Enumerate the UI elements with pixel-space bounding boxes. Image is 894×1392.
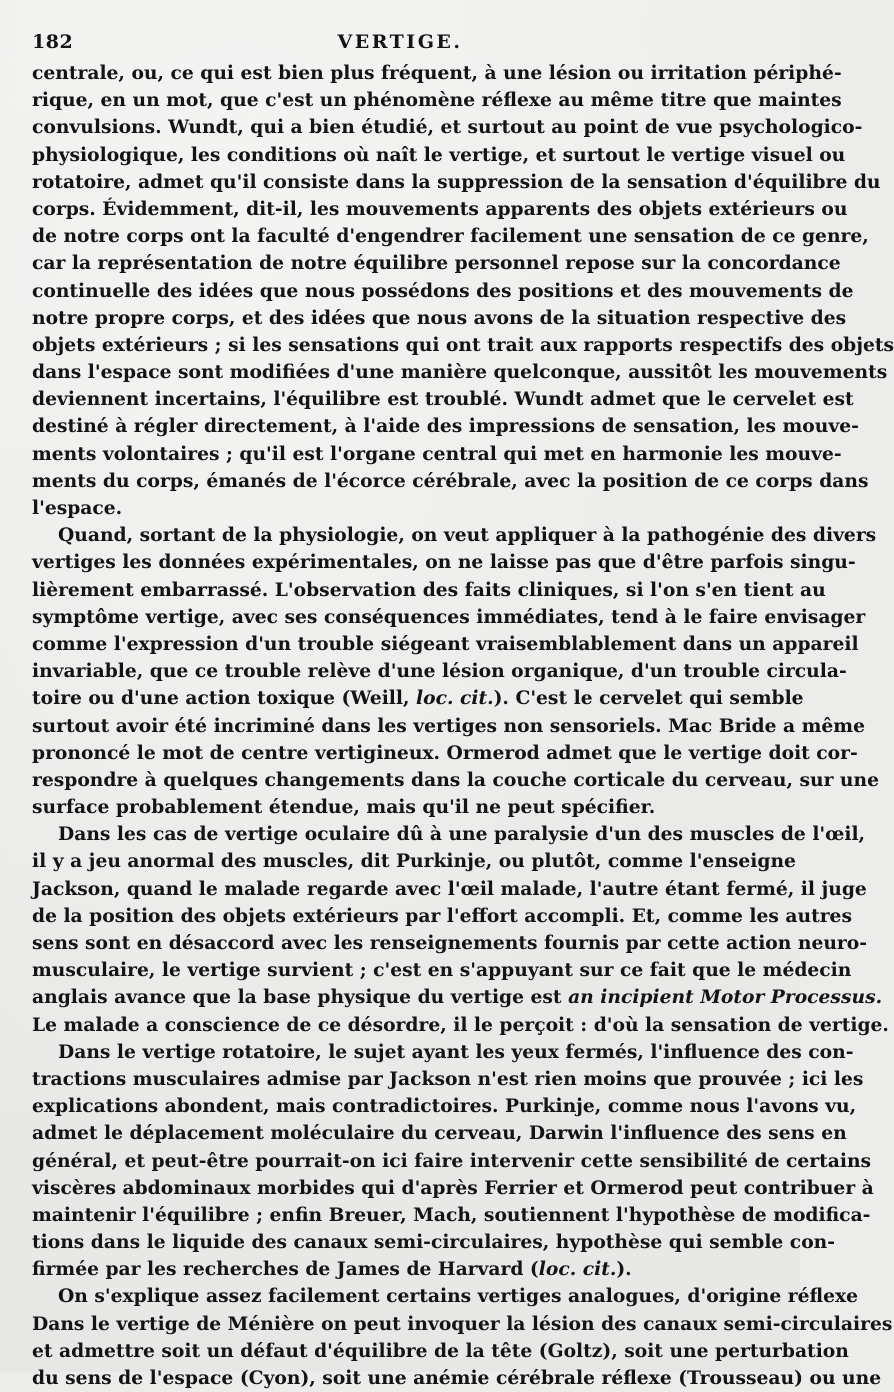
text-line: admet le déplacement moléculaire du cerveau, Darwin l'influence des sens en	[32, 1122, 847, 1145]
paragraph	[32, 1283, 893, 1392]
text-line: objets extérieurs ; si les sensations qui ont trait aux rapports respectifs des objets	[32, 333, 894, 356]
text-line: firmée par les recherches de James de Harvard (loc. cit.).	[32, 1258, 632, 1281]
text-line: Jackson, quand le malade regarde avec l'œil malade, l'autre étant fermé, il juge	[32, 877, 867, 900]
text-line: deviennent incertains, l'équilibre est troublé. Wundt admet que le cervelet est	[32, 388, 854, 411]
paragraph	[32, 522, 879, 821]
text-line: toire ou d'une action toxique (Weill, loc. cit.). C'est le cervelet qui semble	[32, 687, 804, 710]
paragraph	[32, 60, 894, 522]
text-line: Dans le vertige rotatoire, le sujet ayant les yeux fermés, l'influence des con-	[58, 1040, 854, 1063]
text-line: invariable, que ce trouble relève d'une lésion organique, d'un trouble circula-	[32, 660, 847, 683]
text-line: continuelle des idées que nous possédons des positions et des mouvements de	[32, 279, 854, 302]
text-line: anglais avance que la base physique du vertige est an incipient Motor Processus.	[32, 986, 883, 1009]
text-line: prononcé le mot de centre vertigineux. Ormerod admet que le vertige doit cor-	[32, 741, 858, 764]
text-line: l'espace.	[32, 497, 123, 519]
text-line: Le malade a conscience de ce désordre, il le perçoit : d'où la sensation de vertige.	[32, 1013, 889, 1036]
text-line: viscères abdominaux morbides qui d'après Ferrier et Ormerod peut contribuer à	[32, 1176, 874, 1199]
text-line: centrale, ou, ce qui est bien plus fréquent, à une lésion ou irritation périphé-	[32, 62, 842, 84]
text-line: rique, en un mot, que c'est un phénomène réflexe au même titre que maintes	[32, 89, 842, 112]
text-line: ments volontaires ; qu'il est l'organe central qui met en harmonie les mouve-	[32, 442, 842, 465]
paragraph	[32, 821, 889, 1039]
text-line: explications abondent, mais contradictoires. Purkinje, comme nous l'avons vu,	[32, 1095, 857, 1118]
text-line: général, et peut-être pourrait-on ici faire intervenir cette sensibilité de certains	[32, 1149, 872, 1172]
paragraph	[32, 1039, 874, 1284]
text-line: vertiges les données expérimentales, on ne laisse pas que d'être parfois singu-	[32, 551, 856, 574]
italic-citation: loc. cit.	[538, 1258, 617, 1281]
text-line: convulsions. Wundt, qui a bien étudié, et surtout au point de vue psychologico-	[32, 116, 863, 139]
text-line: surtout avoir été incriminé dans les vertiges non sensoriels. Mac Bride a même	[32, 714, 865, 737]
text-line: symptôme vertige, avec ses conséquences immédiates, tend à le faire envisager	[32, 605, 866, 628]
italic-citation: loc. cit.	[416, 687, 494, 710]
text-line: Dans les cas de vertige oculaire dû à une paralysie d'un des muscles de l'œil,	[58, 823, 866, 846]
text-line: maintenir l'équilibre ; enfin Breuer, Mach, soutiennent l'hypothèse de modifica-	[32, 1203, 871, 1226]
text-line: de notre corps ont la faculté d'engendrer facilement une sensation de ce genre,	[32, 225, 869, 248]
text-line: tions dans le liquide des canaux semi-circulaires, hypothèse qui semble con-	[32, 1231, 835, 1254]
running-title: VERTIGE.	[337, 31, 463, 53]
text-line: de la position des objets extérieurs par l'effort accompli. Et, comme les autres	[32, 904, 852, 927]
text-line: rotatoire, admet qu'il consiste dans la suppression de la sensation d'équilibre du	[32, 170, 881, 193]
text-line: corps. Évidemment, dit-il, les mouvements apparents des objets extérieurs ou	[32, 197, 848, 220]
text-line: On s'explique assez facilement certains vertiges analogues, d'origine réflexe	[58, 1285, 859, 1308]
text-line: ments du corps, émanés de l'écorce cérébrale, avec la position de ce corps dans	[32, 469, 869, 492]
text-line: il y a jeu anormal des muscles, dit Purkinje, ou plutôt, comme l'enseigne	[32, 850, 796, 873]
body-text	[32, 60, 894, 1392]
text-line: respondre à quelques changements dans la couche corticale du cerveau, sur une	[32, 768, 879, 791]
text-line: car la représentation de notre équilibre personnel repose sur la concordance	[32, 252, 841, 275]
page-header	[32, 28, 768, 56]
text-line: physiologique, les conditions où naît le vertige, et surtout le vertige visuel ou	[32, 143, 846, 166]
text-line: Dans le vertige de Ménière on peut invoquer la lésion des canaux semi-circulaires	[32, 1312, 893, 1335]
text-line: sens sont en désaccord avec les renseignements fournis par cette action neuro-	[32, 932, 867, 954]
text-line: Quand, sortant de la physiologie, on veut appliquer à la pathogénie des divers	[58, 524, 877, 547]
text-line: lièrement embarrassé. L'observation des faits cliniques, si l'on s'en tient au	[32, 578, 826, 601]
text-line: dans l'espace sont modifiées d'une manière quelconque, aussitôt les mouvements	[32, 361, 888, 384]
italic-citation: an incipient Motor Processus.	[568, 986, 883, 1009]
text-line: tractions musculaires admise par Jackson n'est rien moins que prouvée ; ici les	[32, 1067, 864, 1090]
text-line: notre propre corps, et des idées que nous avons de la situation respective des	[32, 306, 847, 329]
text-line: comme l'expression d'un trouble siégeant vraisemblablement dans un appareil	[32, 632, 859, 655]
text-line: musculaire, le vertige survient ; c'est en s'appuyant sur ce fait que le médecin	[32, 959, 852, 982]
text-line: et admettre soit un défaut d'équilibre de la tête (Goltz), soit une perturbation	[32, 1339, 849, 1362]
text-line: surface probablement étendue, mais qu'il ne peut spécifier.	[32, 796, 656, 819]
text-line: destiné à régler directement, à l'aide des impressions de sensation, les mouve-	[32, 415, 859, 438]
text-line: du sens de l'espace (Cyon), soit une anémie cérébrale réflexe (Trousseau) ou une	[32, 1367, 882, 1389]
page-number: 182	[32, 31, 74, 53]
